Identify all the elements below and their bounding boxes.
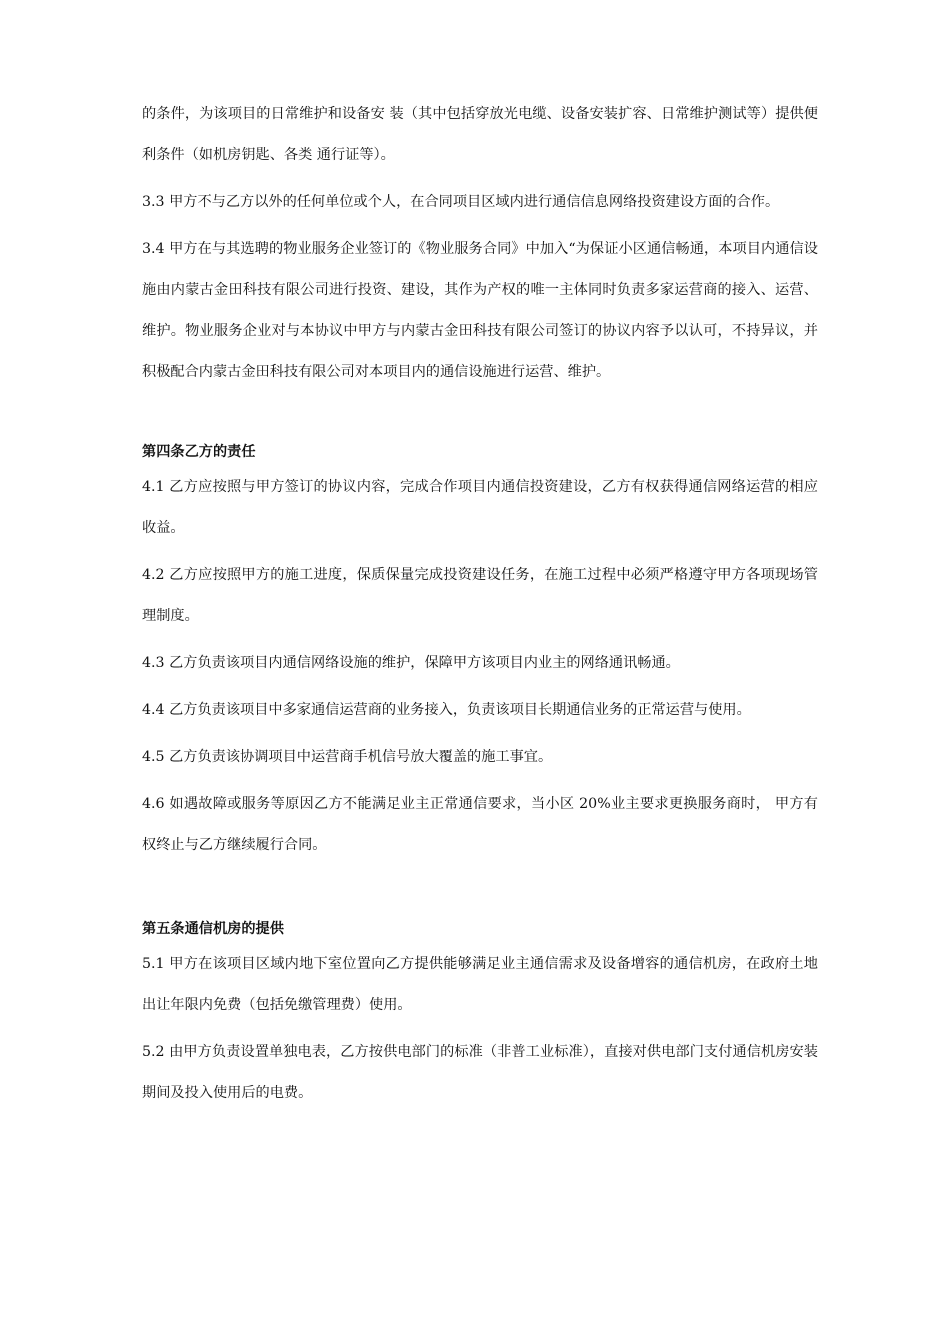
spacer [142,872,818,914]
paragraph-3-3: 3.3 甲方不与乙方以外的任何单位或个人，在合同项目区域内进行通信信息网络投资建设方面的合作。 [142,194,780,210]
paragraph-4-3: 4.3 乙方负责该项目内通信网络设施的维护，保障甲方该项目内业主的网络通讯畅通。 [142,655,680,671]
paragraph: 的条件，为该项目的日常维护和设备安 装（其中包括穿放光电缆、设备安装扩容、日常维护测试等）提供便利条件（如机房钥匙、各类 通行证等）。 [142,106,818,163]
paragraph-5-1: 5.1 甲方在该项目区域内地下室位置向乙方提供能够满足业主通信需求及设备增容的通信机房，在政府土地出让年限内免费（包括免缴管理费）使用。 [142,956,818,1013]
paragraph-3-4: 3.4 甲方在与其选聘的物业服务企业签订的《物业服务合同》中加入“为保证小区通信畅通，本项目内通信设施由内蒙古金田科技有限公司进行投资、建设，其作为产权的唯一主体同时负责多家运营商的接入、运营、维护。物业服务企业对与本协议中甲方与内蒙古金田科技有限公司签订的协议内容予以认可，不持异议，并积极配合内蒙古金田科技有限公司对本项目内的通信设施进行运营、维护。 [142,241,818,380]
paragraph-4-5: 4.5 乙方负责该协调项目中运营商手机信号放大覆盖的施工事宜。 [142,749,553,765]
document-page [142,94,818,1120]
section-5 [142,914,818,1114]
paragraph-4-4: 4.4 乙方负责该项目中多家通信运营商的业务接入，负责该项目长期通信业务的正常运营与使用。 [142,702,751,718]
section-heading: 第五条通信机房的提供 [142,921,284,937]
section-4 [142,437,818,866]
spacer [142,399,818,437]
section-3-continued [142,94,818,393]
paragraph-5-2: 5.2 由甲方负责设置单独电表，乙方按供电部门的标准（非普工业标准），直接对供电部门支付通信机房安装期间及投入使用后的电费。 [142,1044,818,1101]
paragraph-4-6: 4.6 如遇故障或服务等原因乙方不能满足业主正常通信要求，当小区 20%业主要求更换服务商时， 甲方有权终止与乙方继续履行合同。 [142,796,818,853]
section-heading: 第四条乙方的责任 [142,444,256,460]
paragraph-4-2: 4.2 乙方应按照甲方的施工进度，保质保量完成投资建设任务，在施工过程中必须严格遵守甲方各项现场管理制度。 [142,567,818,624]
paragraph-4-1: 4.1 乙方应按照与甲方签订的协议内容，完成合作项目内通信投资建设，乙方有权获得通信网络运营的相应收益。 [142,479,818,536]
